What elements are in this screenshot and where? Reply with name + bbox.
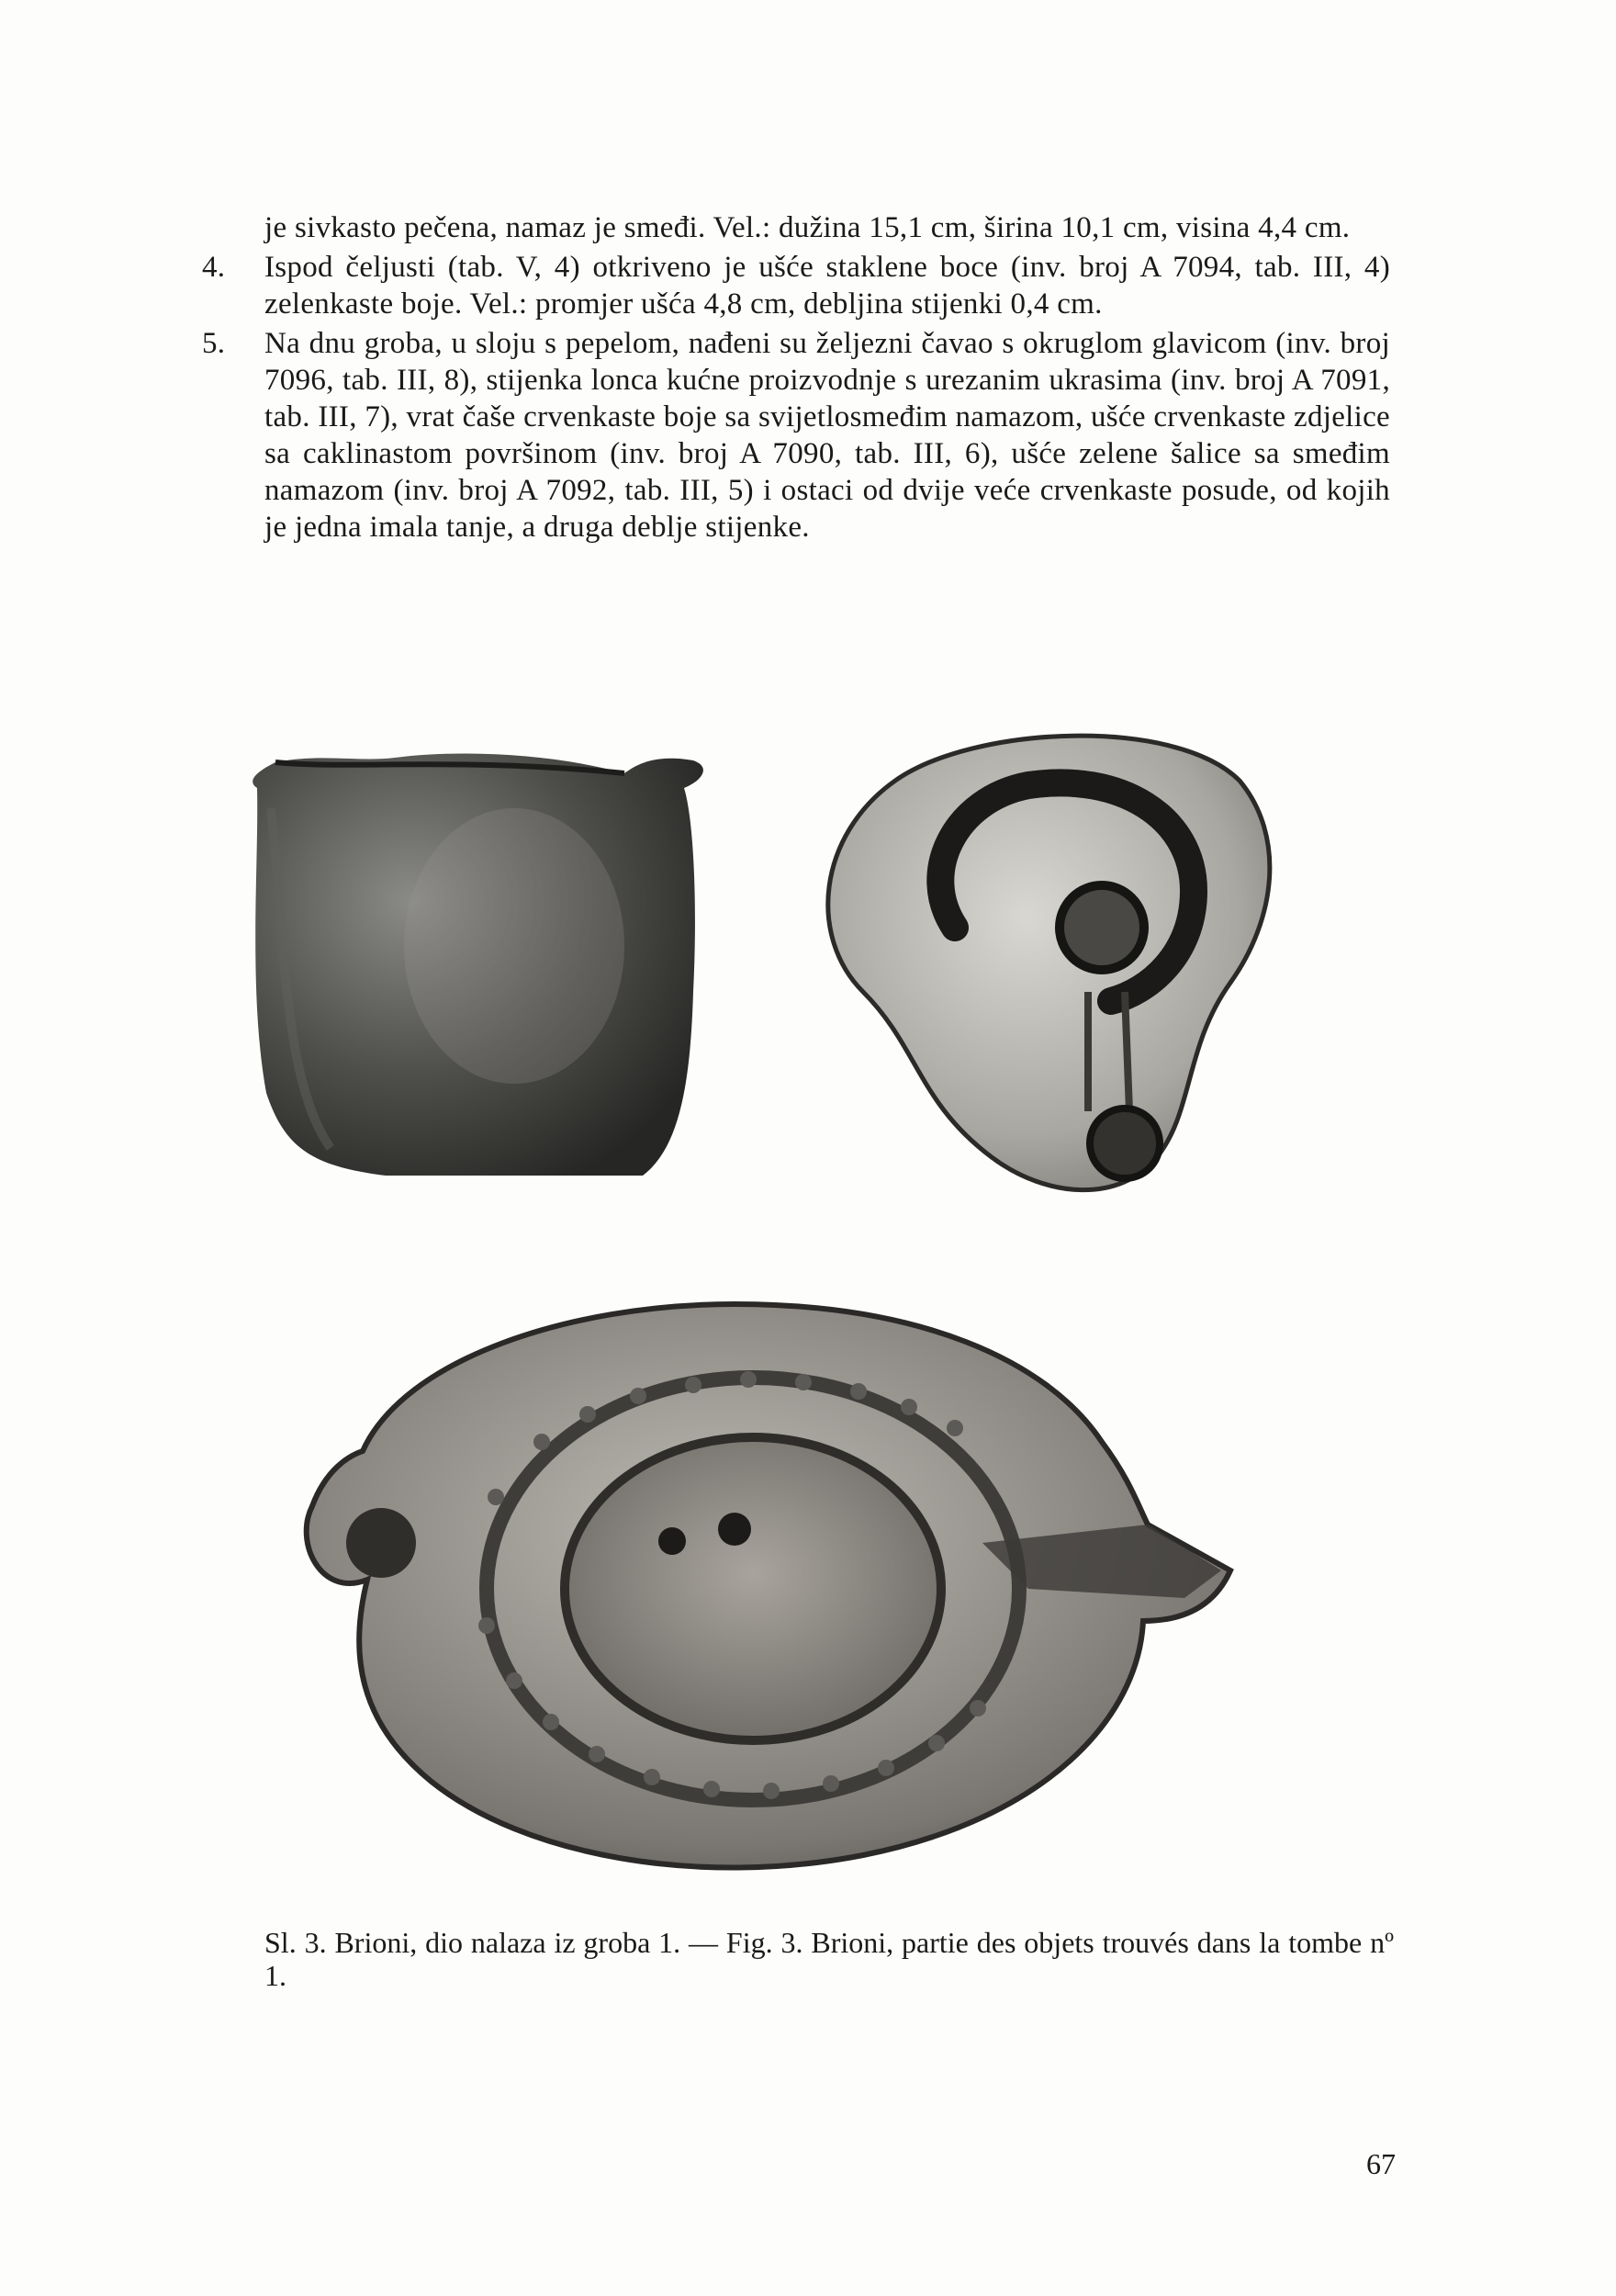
paragraph-number: 5. — [202, 327, 226, 360]
paragraph-item-5 — [202, 325, 1390, 546]
clay-pot-image — [252, 754, 703, 1176]
paragraph-text: Ispod čeljusti (tab. V, 4) otkriveno je ušće staklene boce (inv. broj A 7094, tab. III, 4) zelenkaste boje. Vel.: promjer ušća 4,8 cm, debljina stijenki 0,4 cm. — [264, 251, 1390, 321]
page-number: 67 — [1366, 2147, 1396, 2180]
body-text — [202, 209, 1390, 548]
figure-caption: Sl. 3. Brioni, dio nalaza iz groba 1. — Fig. 3. Brioni, partie des objets trouvés dans la tombe nº 1. — [264, 1926, 1394, 1992]
paragraph-number: 4. — [202, 251, 226, 284]
figure-plate — [220, 716, 1414, 1910]
paragraph-text: Na dnu groba, u sloju s pepelom, nađeni su željezni čavao s okruglom glavicom (inv. broj 7096, tab. III, 8), stijenka lonca kućne proizvodnje s urezanim ukrasima (inv. broj A 7091, tab. III, 7), vrat čaše crvenkaste boje sa svijetlosmeđim namazom, ušće crvenkaste zdjelice sa caklinastom površinom (inv. broj A 7090, tab. III, 6), ušće zelene šalice sa smeđim namazom (inv. broj A 7092, tab. III, 5) i ostaci od dvije veće crvenkaste posude, od kojih je jedna imala tanje, a druga deblje stijenke. — [264, 327, 1390, 544]
paragraph-item-4 — [202, 249, 1390, 322]
paragraph-continued — [264, 209, 1390, 246]
large-lamp-image — [307, 1304, 1230, 1868]
paragraph-text: je sivkasto pečena, namaz je smeđi. Vel.: dužina 15,1 cm, širina 10,1 cm, visina 4,4 cm. — [264, 211, 1351, 244]
small-lamp-image — [828, 736, 1270, 1189]
